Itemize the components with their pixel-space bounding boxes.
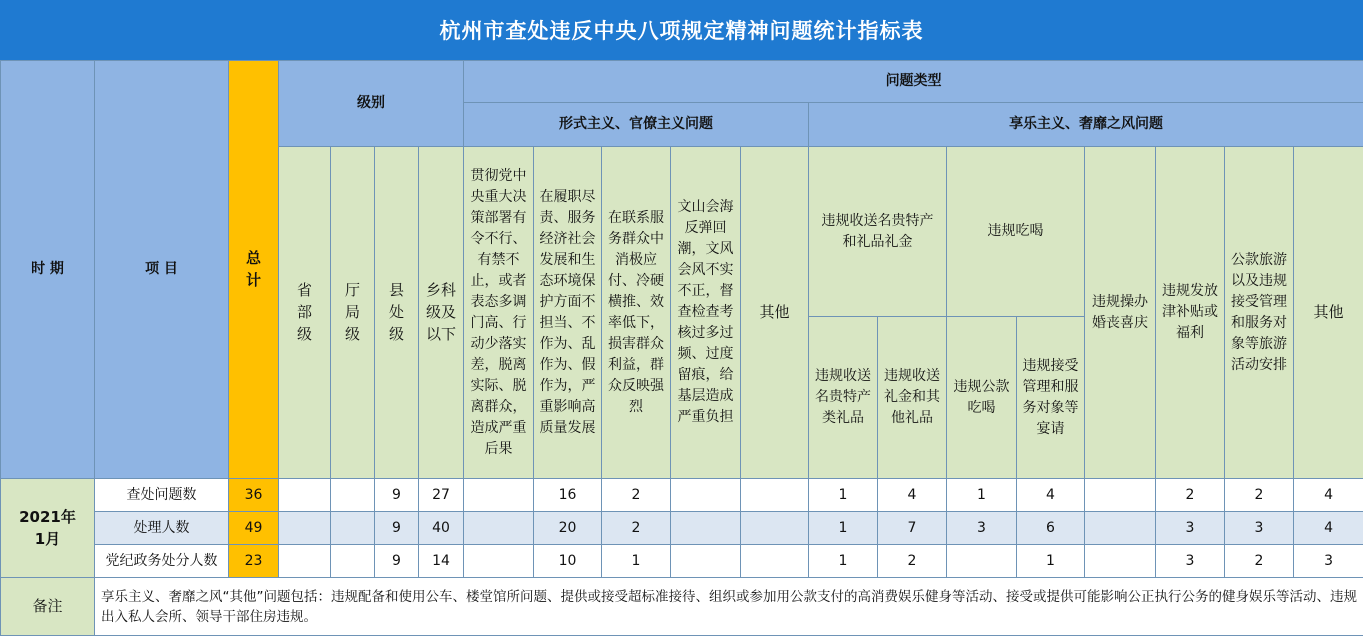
row-total: 49: [229, 512, 279, 545]
statistics-table: [0, 60, 1363, 636]
cell: 40: [419, 512, 464, 545]
cell: 6: [1017, 512, 1085, 545]
cell: 3: [1225, 512, 1294, 545]
level-col-label: 乡科级及以下: [425, 281, 456, 343]
problem-type-header: 问题类型: [464, 61, 1363, 103]
cell: [464, 545, 534, 578]
formalism-col-4: 文山会海反弹回潮，文风会风不实不正，督查检查考核过多过频、过度留痕，给基层造成严重负担: [671, 147, 741, 479]
row-total: 36: [229, 479, 279, 512]
cell: 3: [1156, 512, 1225, 545]
cell: 2: [1225, 479, 1294, 512]
cell: 1: [602, 545, 671, 578]
row-label: 查处问题数: [95, 479, 229, 512]
hedonism-col-wedding: 违规操办婚丧喜庆: [1085, 147, 1156, 479]
cell: [464, 512, 534, 545]
cell: 9: [375, 512, 419, 545]
remark-row: [1, 578, 1363, 636]
level-col-bureau: [331, 147, 375, 479]
row-total: 23: [229, 545, 279, 578]
cell: [331, 545, 375, 578]
cell: 14: [419, 545, 464, 578]
dining-col-banquet: 违规接受管理和服务对象等宴请: [1017, 317, 1085, 479]
cell: [1085, 545, 1156, 578]
cell: [671, 479, 741, 512]
cell: 2: [1156, 479, 1225, 512]
cell: 3: [1294, 545, 1363, 578]
cell: 9: [375, 545, 419, 578]
level-header: 级别: [279, 61, 464, 147]
cell: 3: [947, 512, 1017, 545]
level-col-township: [419, 147, 464, 479]
cell: 9: [375, 479, 419, 512]
cell: 27: [419, 479, 464, 512]
cell: 4: [1294, 479, 1363, 512]
remark-text: 享乐主义、奢靡之风“其他”问题包括：违规配备和使用公车、楼堂馆所问题、提供或接受超标准接待、组织或参加用公款支付的高消费娱乐健身等活动、接受或提供可能影响公正执行公务的健身娱乐等活动、违规出入私人会所、领导干部住房违规。: [95, 578, 1363, 636]
cell: 1: [809, 479, 878, 512]
total-header-label: 总计: [245, 249, 261, 289]
cell: [464, 479, 534, 512]
cell: 1: [809, 545, 878, 578]
item-header: 项 目: [95, 61, 229, 479]
formalism-header: 形式主义、官僚主义问题: [464, 103, 809, 147]
cell: 2: [602, 479, 671, 512]
period-header: 时 期: [1, 61, 95, 479]
level-col-county: [375, 147, 419, 479]
formalism-col-1: 贯彻党中央重大决策部署有令不行、有禁不止，或者表态多调门高、行动少落实差，脱离实际、脱离群众，造成严重后果: [464, 147, 534, 479]
cell: [279, 512, 331, 545]
cell: [671, 512, 741, 545]
row-label: 党纪政务处分人数: [95, 545, 229, 578]
cell: [741, 512, 809, 545]
cell: [671, 545, 741, 578]
cell: [331, 512, 375, 545]
level-col-label: 厅局级: [344, 281, 360, 343]
hedonism-col-other: 其他: [1294, 147, 1363, 479]
dining-col-public: 违规公款吃喝: [947, 317, 1017, 479]
cell: [1085, 479, 1156, 512]
cell: [947, 545, 1017, 578]
cell: 1: [1017, 545, 1085, 578]
cell: 16: [534, 479, 602, 512]
cell: [279, 479, 331, 512]
total-header: [229, 61, 279, 479]
formalism-col-other: 其他: [741, 147, 809, 479]
formalism-col-3: 在联系服务群众中消极应付、冷硬横推、效率低下，损害群众利益，群众反映强烈: [602, 147, 671, 479]
cell: 4: [1294, 512, 1363, 545]
cell: [279, 545, 331, 578]
dining-group-header: 违规吃喝: [947, 147, 1085, 317]
hedonism-header: 享乐主义、奢靡之风问题: [809, 103, 1363, 147]
cell: 7: [878, 512, 947, 545]
cell: [741, 479, 809, 512]
cell: 2: [602, 512, 671, 545]
formalism-col-2: 在履职尽责、服务经济社会发展和生态环境保护方面不担当、不作为、乱作为、假作为，严重影响高质量发展: [534, 147, 602, 479]
cell: [331, 479, 375, 512]
cell: [1085, 512, 1156, 545]
level-col-province: [279, 147, 331, 479]
cell: 1: [809, 512, 878, 545]
cell: 1: [947, 479, 1017, 512]
cell: 2: [878, 545, 947, 578]
remark-label: 备注: [1, 578, 95, 636]
hedonism-col-subsidy: 违规发放津补贴或福利: [1156, 147, 1225, 479]
cell: 10: [534, 545, 602, 578]
gift-col-cash: 违规收送礼金和其他礼品: [878, 317, 947, 479]
cell: 4: [878, 479, 947, 512]
level-col-label: 县处级: [388, 281, 404, 343]
gift-group-header: 违规收送名贵特产和礼品礼金: [809, 147, 947, 317]
table-row: [1, 512, 1363, 545]
level-col-label: 省部级: [296, 281, 312, 343]
gift-col-specialty: 违规收送名贵特产类礼品: [809, 317, 878, 479]
cell: 3: [1156, 545, 1225, 578]
cell: [741, 545, 809, 578]
cell: 4: [1017, 479, 1085, 512]
hedonism-col-tourism: 公款旅游以及违规接受管理和服务对象等旅游活动安排: [1225, 147, 1294, 479]
period-label: 2021年1月: [19, 508, 76, 548]
table-title: 杭州市查处违反中央八项规定精神问题统计指标表: [0, 0, 1363, 60]
row-label: 处理人数: [95, 512, 229, 545]
cell: 2: [1225, 545, 1294, 578]
table-row: [1, 479, 1363, 512]
table-row: [1, 545, 1363, 578]
cell: 20: [534, 512, 602, 545]
period-cell: [1, 479, 95, 578]
